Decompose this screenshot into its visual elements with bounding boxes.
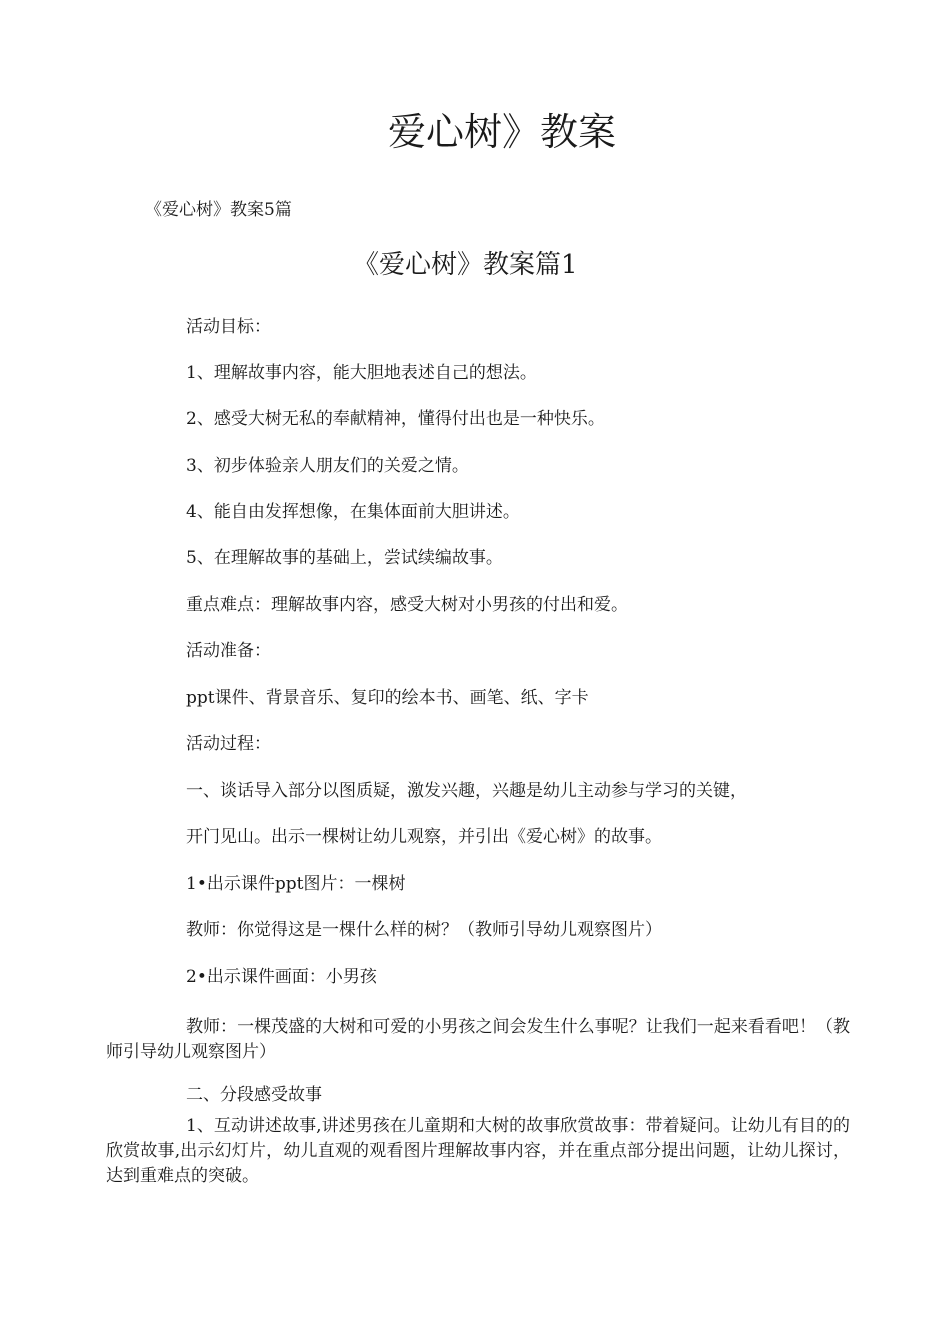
process-heading: 活动过程： [186,734,271,754]
section-two-heading: 二、分段感受故事 [186,1085,322,1105]
teacher-question-1: 教师：你觉得这是一棵什么样的树？（教师引导幼儿观察图片） [186,920,662,940]
teacher-paragraph: 教师：一棵茂盛的大树和可爱的小男孩之间会发生什么事呢？让我们一起来看看吧！（教师引导幼儿观察图片） [106,1017,850,1062]
goal-item-2: 2、感受大树无私的奉献精神，懂得付出也是一种快乐。 [186,409,605,429]
step-one-line-2: 开门见山。出示一棵树让幼儿观察，并引出《爱心树》的故事。 [186,827,662,847]
preparation-items: ppt课件、背景音乐、复印的绘本书、画笔、纸、字卡 [186,688,589,708]
goal-item-1: 1、理解故事内容，能大胆地表述自己的想法。 [186,363,537,383]
preparation-heading: 活动准备： [186,641,271,661]
step-one-line-1: 一、谈话导入部分以图质疑，激发兴趣，兴趣是幼儿主动参与学习的关键， [186,781,747,801]
goal-item-5: 5、在理解故事的基础上，尝试续编故事。 [186,548,503,568]
key-difficulty: 重点难点：理解故事内容，感受大树对小男孩的付出和爱。 [186,595,628,615]
section-title: 《爱心树》教案篇1 [353,250,578,280]
story-paragraph: 1、互动讲述故事,讲述男孩在儿童期和大树的故事欣赏故事：带着疑问。让幼儿有目的的欣赏故事,出示幻灯片，幼儿直观的观看图片理解故事内容，并在重点部分提出问题，让幼儿探讨，达到重难点的突破。 [106,1116,850,1186]
document-intro: 《爱心树》教案5篇 [145,200,292,220]
activity-goals-heading: 活动目标： [186,317,271,337]
document-title: 爱心树》教案 [388,110,617,154]
slide-item-2: 2•出示课件画面：小男孩 [186,967,377,987]
slide-item-1: 1•出示课件ppt图片：一棵树 [186,874,406,894]
goal-item-4: 4、能自由发挥想像，在集体面前大胆讲述。 [186,502,520,522]
goal-item-3: 3、初步体验亲人朋友们的关爱之情。 [186,456,469,476]
